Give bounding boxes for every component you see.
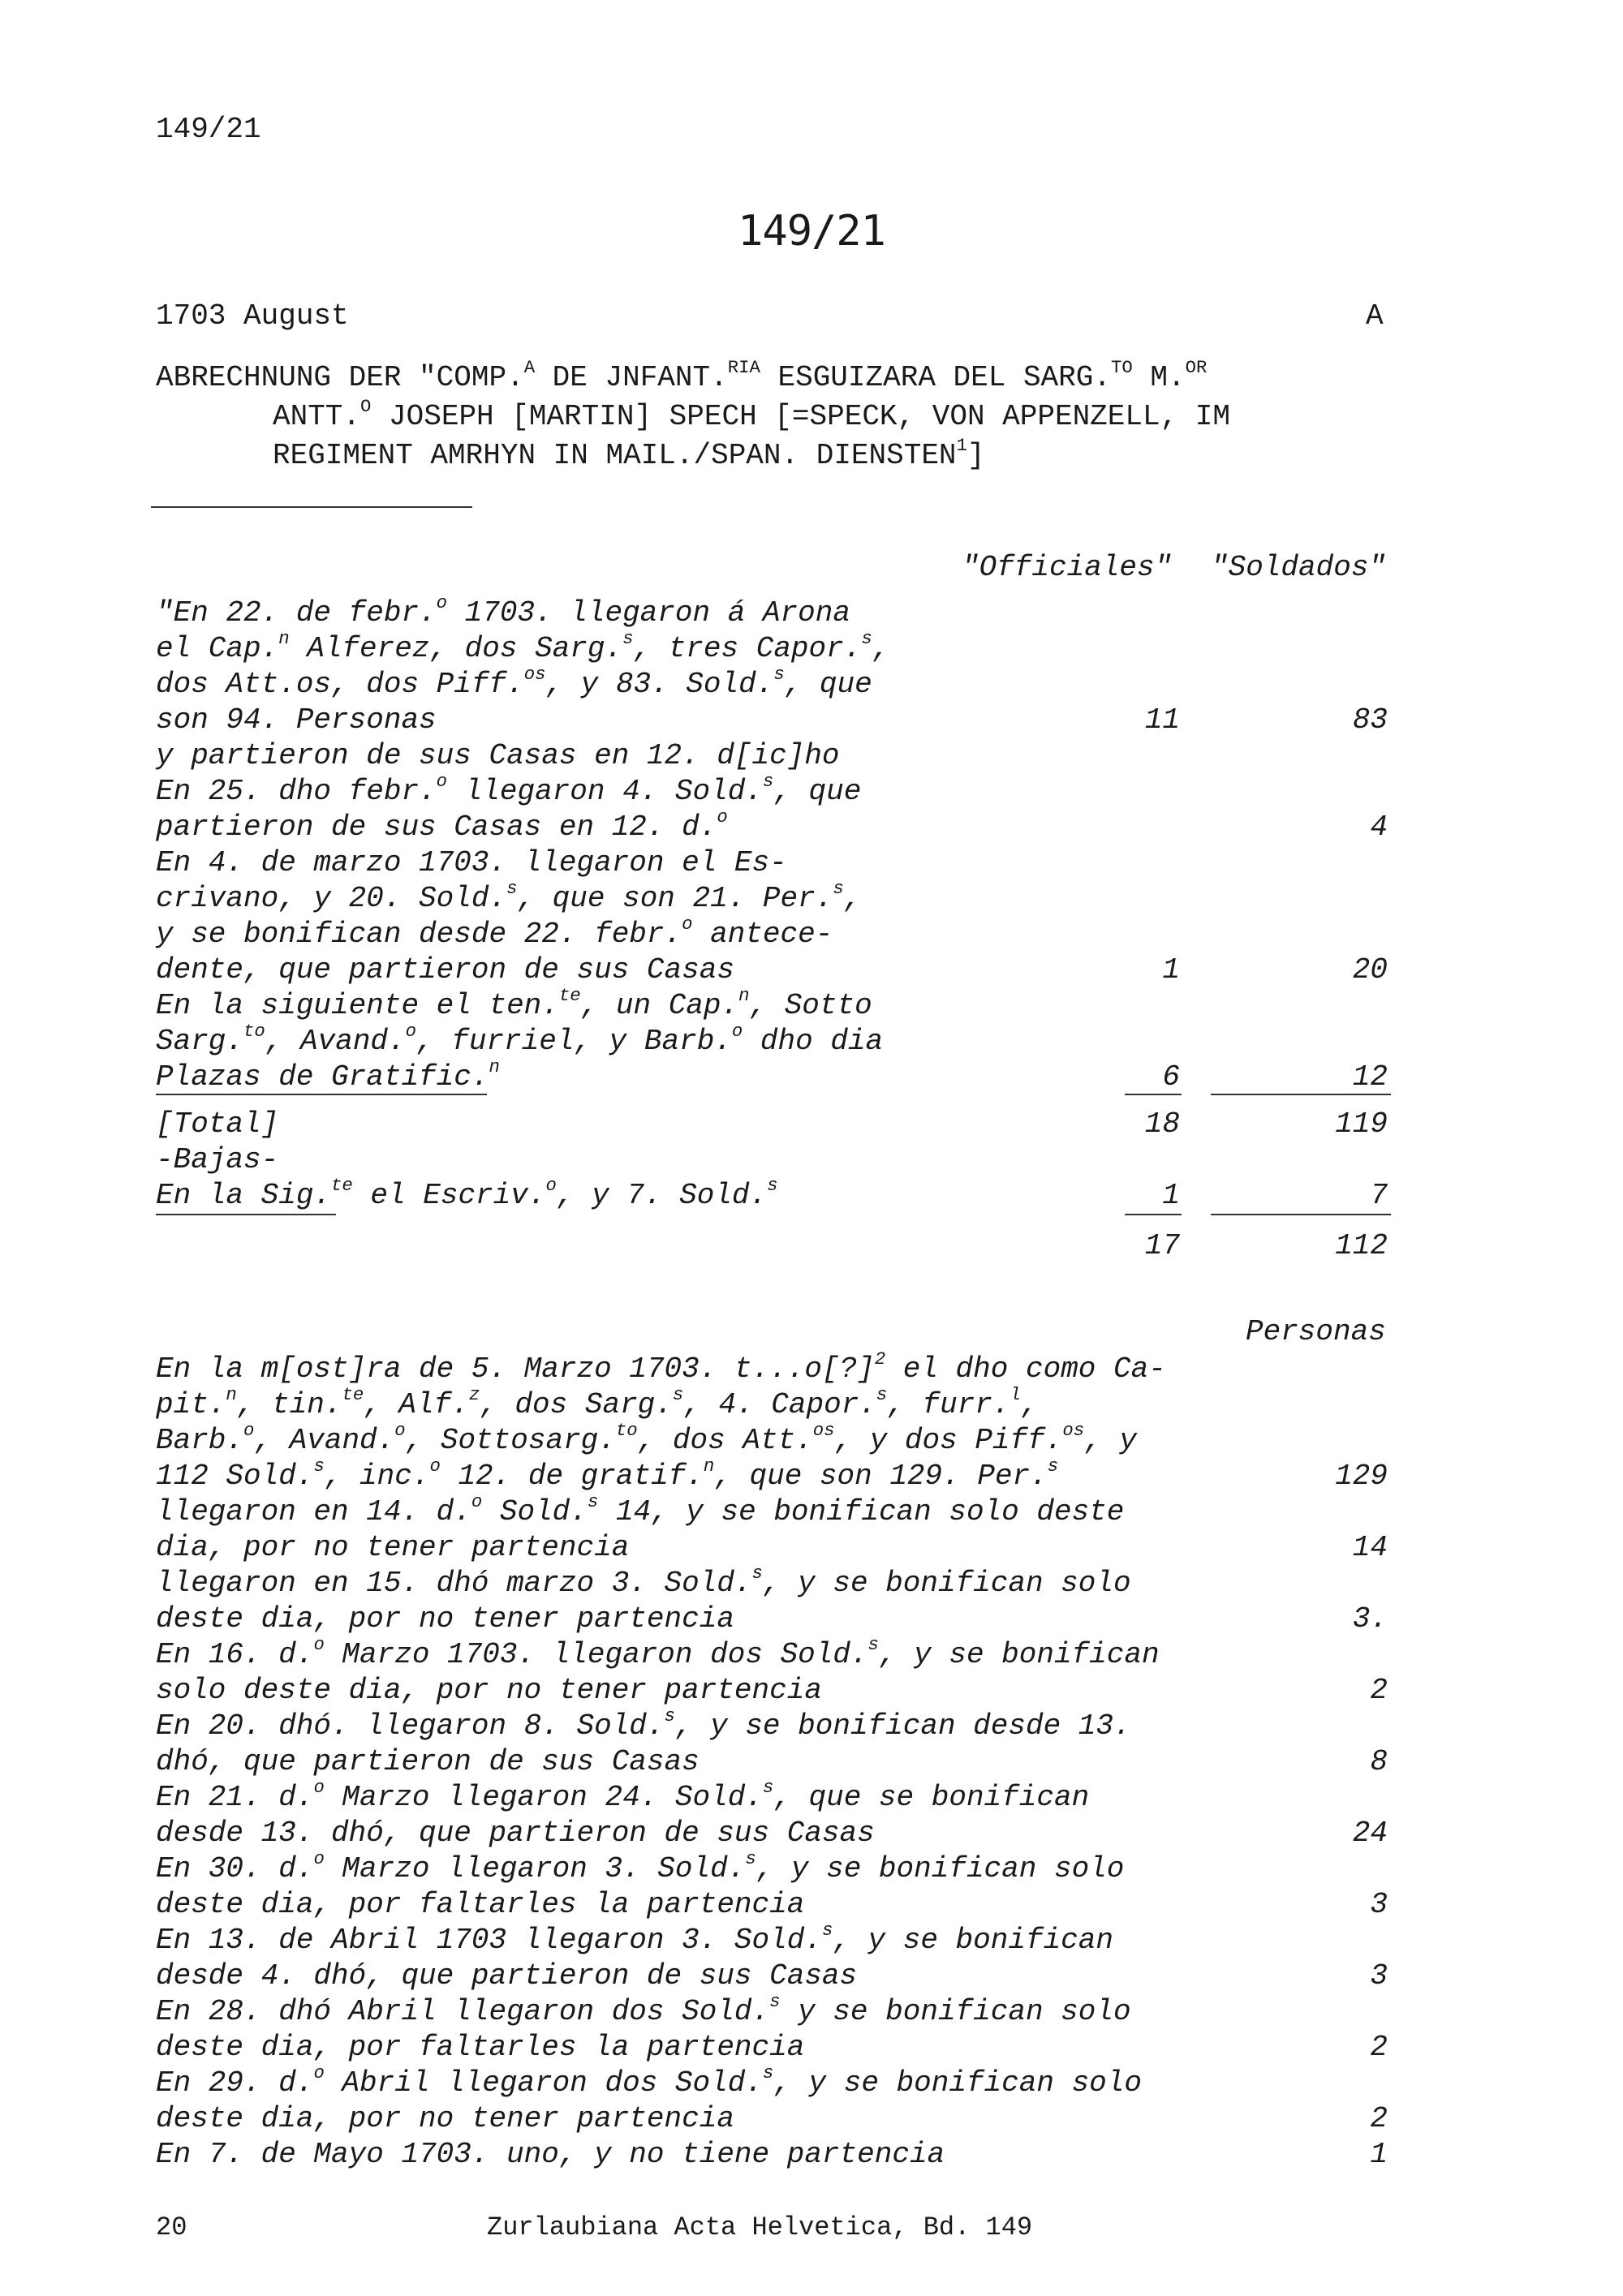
entry-line: deste dia, por no tener partencia <box>156 1602 734 1636</box>
entry-line: y se bonifican desde 22. febr.$^o$ antece- <box>156 913 833 951</box>
sum-rule <box>1125 1094 1182 1095</box>
officiales-value: 6 <box>1162 1060 1180 1094</box>
personas-value: 14 <box>1352 1531 1388 1564</box>
entry-line: En 25. dho febr.$^o$ llegaron 4. Sold.$^s$, que <box>156 770 862 808</box>
entry-line: desde 13. dhó, que partieron de sus Casas <box>156 1817 875 1850</box>
soldados-final: 112 <box>1335 1229 1388 1262</box>
entry-line: En la m[ost]ra de 5. Marzo 1703. t...o[?]$^2$ el dho como Ca- <box>156 1348 1166 1386</box>
entry-line: Sarg.$^{to}$, Avand.$^o$, furriel, y Barb.$^o$ dho dia <box>156 1020 884 1058</box>
entry-line: En 30. d.$^o$ Marzo llegaron 3. Sold.$^s$, y se bonifican solo <box>156 1847 1125 1885</box>
series-title: Zurlaubiana Acta Helvetica, Bd. 149 <box>487 2212 1033 2242</box>
soldados-value: 7 <box>1370 1179 1388 1212</box>
bajas-label: -Bajas- <box>156 1143 279 1176</box>
entry-line: dos Att.os, dos Piff.$^{os}$, y 83. Sold.$^s$, que <box>156 663 872 701</box>
personas-value: 2 <box>1370 1674 1388 1707</box>
personas-value: 8 <box>1370 1745 1388 1778</box>
officiales-final: 17 <box>1144 1229 1180 1262</box>
column-header-soldados: "Soldados" <box>1211 551 1387 584</box>
officiales-total: 18 <box>1144 1107 1180 1141</box>
entry-line: "En 22. de febr.$^o$ 1703. llegaron á Arona <box>156 591 850 630</box>
personas-value: 1 <box>1370 2138 1388 2171</box>
underline <box>156 1214 336 1215</box>
heading-divider <box>151 506 472 508</box>
entry-line: En 21. d.$^o$ Marzo llegaron 24. Sold.$^s$, que se bonifican <box>156 1776 1090 1814</box>
entry-line: En 13. de Abril 1703 llegaron 3. Sold.$^s$, y se bonifican <box>156 1919 1113 1957</box>
soldados-value: 12 <box>1352 1060 1388 1094</box>
soldados-value: 20 <box>1352 953 1388 987</box>
entry-line: En 20. dhó. llegaron 8. Sold.$^s$, y se bonifican desde 13. <box>156 1705 1131 1743</box>
soldados-value: 4 <box>1370 810 1388 844</box>
sum-rule <box>1211 1094 1391 1095</box>
column-header-personas: Personas <box>1246 1315 1386 1348</box>
entry-line: En 29. d.$^o$ Abril llegaron dos Sold.$^s$, y se bonifican solo <box>156 2062 1142 2100</box>
document-letter: A <box>1366 299 1384 333</box>
page-number: 20 <box>156 2212 187 2242</box>
entry-line: deste dia, por no tener partencia <box>156 2102 734 2135</box>
entry-line: llegaron en 14. d.$^o$ Sold.$^s$ 14, y se bonifican solo deste <box>156 1490 1125 1529</box>
heading-line-3: REGIMENT AMRHYN IN MAIL./SPAN. DIENSTEN$^1$] <box>273 434 985 472</box>
entry-line: En la siguiente el ten.$^{te}$, un Cap.$^n$, Sotto <box>156 984 872 1022</box>
entry-line: dia, por no tener partencia <box>156 1531 630 1564</box>
officiales-value: 1 <box>1162 953 1180 987</box>
entry-line: deste dia, por faltarles la partencia <box>156 1888 805 1921</box>
entry-line: pit.$^n$, tin.$^{te}$, Alf.$^z$, dos Sarg.$^s$, 4. Capor.$^s$, furr.$^l$, <box>156 1383 1039 1421</box>
personas-value: 2 <box>1370 2102 1388 2135</box>
entry-line: En 28. dhó Abril llegaron dos Sold.$^s$ y se bonifican solo <box>156 1990 1131 2028</box>
sum-rule <box>1125 1214 1182 1215</box>
personas-value: 3 <box>1370 1959 1388 1993</box>
entry-line: partieron de sus Casas en 12. d.$^o$ <box>156 806 728 844</box>
page-ref-large: 149/21 <box>738 207 885 256</box>
document-date: 1703 August <box>156 299 349 333</box>
entry-line: En 7. de Mayo 1703. uno, y no tiene partencia <box>156 2138 945 2171</box>
soldados-value: 83 <box>1352 703 1388 737</box>
personas-value: 3. <box>1352 1602 1388 1636</box>
entry-line: En la Sig.$^{te}$ el Escriv.$^o$, y 7. Sold.$^s$ <box>156 1174 778 1212</box>
personas-value: 3 <box>1370 1888 1388 1921</box>
personas-value: 2 <box>1370 2031 1388 2064</box>
entry-line: deste dia, por faltarles la partencia <box>156 2031 805 2064</box>
entry-line: En 16. d.$^o$ Marzo 1703. llegaron dos Sold.$^s$, y se bonifican <box>156 1633 1160 1671</box>
entry-line: son 94. Personas <box>156 703 437 737</box>
sum-rule <box>1211 1214 1391 1215</box>
column-header-officiales: "Officiales" <box>962 551 1173 584</box>
entry-line: dente, que partieron de sus Casas <box>156 953 734 987</box>
heading-line-1: ABRECHNUNG DER "COMP.$^A$ DE JNFANT.$^{RIA}$ ESGUIZARA DEL SARG.$^{TO}$ M.$^{OR}$ <box>156 356 1208 394</box>
soldados-total: 119 <box>1335 1107 1388 1141</box>
entry-line: desde 4. dhó, que partieron de sus Casas <box>156 1959 858 1993</box>
entry-line: el Cap.$^n$ Alferez, dos Sarg.$^s$, tres Capor.$^s$, <box>156 627 890 665</box>
entry-line: y partieron de sus Casas en 12. d[ic]ho <box>156 739 840 772</box>
entry-line: 112 Sold.$^s$, inc.$^o$ 12. de gratif.$^n$, que son 129. Per.$^s$ <box>156 1455 1059 1493</box>
personas-value: 24 <box>1352 1817 1388 1850</box>
entry-line: crivano, y 20. Sold.$^s$, que son 21. Per.$^s$, <box>156 877 862 915</box>
entry-line: Barb.$^o$, Avand.$^o$, Sottosarg.$^{to}$, dos Att.$^{os}$, y dos Piff.$^{os}$, y <box>156 1419 1137 1457</box>
page-ref-small: 149/21 <box>156 113 261 146</box>
entry-line: solo deste dia, por no tener partencia <box>156 1674 822 1707</box>
underline <box>156 1094 487 1095</box>
entry-line: dhó, que partieron de sus Casas <box>156 1745 700 1778</box>
total-label: [Total] <box>156 1107 279 1141</box>
personas-value: 129 <box>1335 1460 1388 1493</box>
heading-line-2: ANTT.$^O$ JOSEPH [MARTIN] SPECH [=SPECK, VON APPENZELL, IM <box>273 395 1230 433</box>
entry-line: Plazas de Gratific.$^n$ <box>156 1056 500 1094</box>
entry-line: llegaron en 15. dhó marzo 3. Sold.$^s$, y se bonifican solo <box>156 1562 1131 1600</box>
officiales-value: 1 <box>1162 1179 1180 1212</box>
entry-line: En 4. de marzo 1703. llegaron el Es- <box>156 846 787 879</box>
officiales-value: 11 <box>1144 703 1180 737</box>
